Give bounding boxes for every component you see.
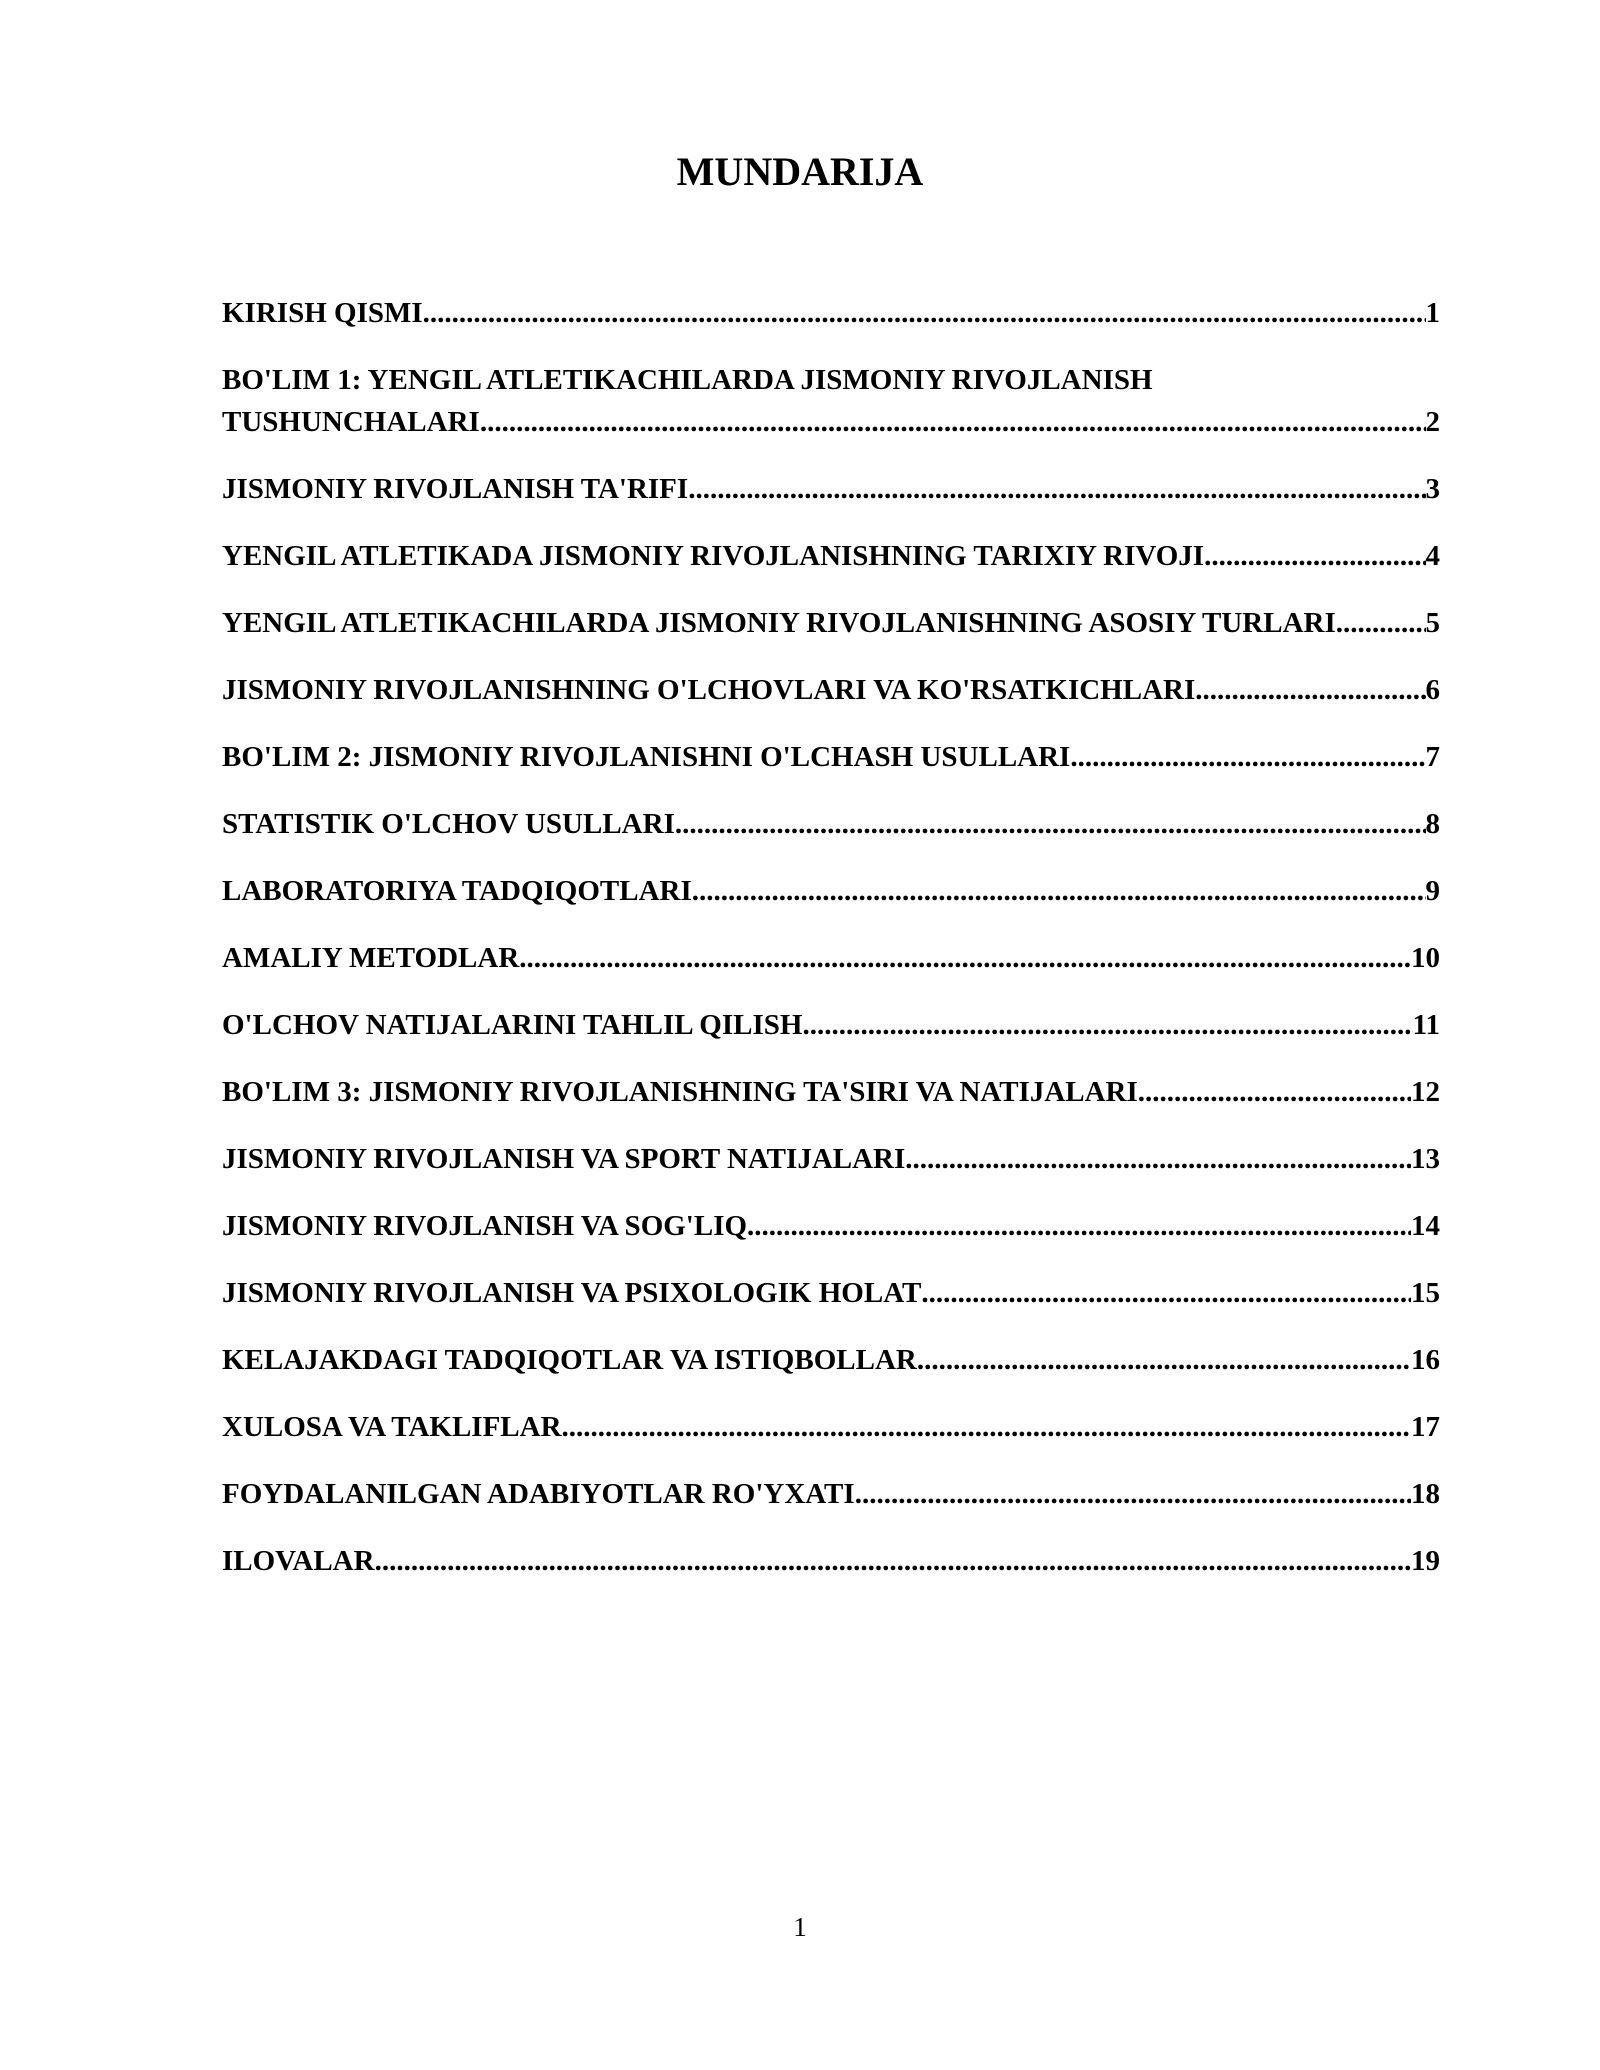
toc-entry-page: 19	[1411, 1545, 1440, 1577]
toc-entry-page: 2	[1425, 406, 1440, 438]
toc-entry[interactable]	[222, 1339, 1440, 1381]
toc-entry[interactable]	[222, 803, 1440, 845]
toc-dot-leader	[423, 292, 1426, 334]
toc-entry-page: 5	[1425, 607, 1440, 639]
toc-entry[interactable]	[222, 1272, 1440, 1314]
toc-entry-title: BO'LIM 2: JISMONIY RIVOJLANISHNI O'LCHASH USULLARI	[222, 741, 1071, 773]
toc-entry[interactable]	[222, 292, 1440, 334]
toc-entry-page: 9	[1425, 875, 1440, 907]
toc-dot-leader	[1336, 602, 1426, 644]
toc-entry-title: LABORATORIYA TADQIQOTLARI	[222, 875, 692, 907]
toc-entry-page: 11	[1412, 1009, 1440, 1041]
toc-dot-leader	[1070, 736, 1425, 778]
toc-entry[interactable]	[222, 937, 1440, 979]
toc-entry-title: JISMONIY RIVOJLANISH VA SPORT NATIJALARI	[222, 1143, 906, 1175]
toc-entry-title: KELAJAKDAGI TADQIQOTLAR VA ISTIQBOLLAR	[222, 1344, 917, 1376]
page-title: MUNDARIJA	[676, 149, 924, 194]
toc-entry-page: 13	[1411, 1143, 1440, 1175]
toc-entry[interactable]	[222, 1205, 1440, 1247]
toc-entry[interactable]	[222, 1540, 1440, 1582]
toc-dot-leader	[562, 1406, 1411, 1448]
toc-entry-page: 3	[1425, 473, 1440, 505]
toc-entry-page: 16	[1411, 1344, 1440, 1376]
toc-entry[interactable]	[222, 1004, 1440, 1046]
toc-dot-leader	[1204, 535, 1425, 577]
toc-dot-leader	[1138, 1071, 1411, 1113]
toc-entry[interactable]	[222, 1473, 1440, 1515]
toc-entry-page: 8	[1425, 808, 1440, 840]
toc-entry-title: TUSHUNCHALARI	[222, 406, 480, 438]
toc-entry-page: 4	[1425, 540, 1440, 572]
toc-dot-leader	[905, 1138, 1411, 1180]
toc-entry[interactable]	[222, 1406, 1440, 1448]
toc-entry-page: 7	[1425, 741, 1440, 773]
toc-entry-page: 10	[1411, 942, 1440, 974]
toc-entry-title: AMALIY METODLAR	[222, 942, 520, 974]
toc-entry-title: ILOVALAR	[222, 1545, 375, 1577]
toc-dot-leader	[747, 1205, 1411, 1247]
toc-dot-leader	[1195, 669, 1425, 711]
toc-dot-leader	[480, 401, 1426, 443]
toc-entry-title: JISMONIY RIVOJLANISH VA PSIXOLOGIK HOLAT	[222, 1277, 922, 1309]
toc-entry-title: O'LCHOV NATIJALARINI TAHLIL QILISH	[222, 1009, 803, 1041]
toc-dot-leader	[688, 468, 1425, 510]
toc-entry-title: XULOSA VA TAKLIFLAR	[222, 1411, 562, 1443]
toc-entry-title: KIRISH QISMI	[222, 297, 423, 329]
toc-entry-title: FOYDALANILGAN ADABIYOTLAR RO'YXATI	[222, 1478, 855, 1510]
toc-entry[interactable]	[222, 1138, 1440, 1180]
toc-entry-title-line1: BO'LIM 1: YENGIL ATLETIKACHILARDA JISMONIY RIVOJLANISH	[222, 364, 1153, 396]
toc-entry-title: BO'LIM 3: JISMONIY RIVOJLANISHNING TA'SIRI VA NATIJALARI	[222, 1076, 1138, 1108]
toc-dot-leader	[375, 1540, 1411, 1582]
toc-entry[interactable]	[222, 602, 1440, 644]
toc-entry[interactable]	[222, 1071, 1440, 1113]
toc-entry[interactable]	[222, 736, 1440, 778]
toc-entry-page: 15	[1411, 1277, 1440, 1309]
toc-entry-page: 1	[1425, 297, 1440, 329]
toc-entry-page: 12	[1411, 1076, 1440, 1108]
toc-dot-leader	[921, 1272, 1411, 1314]
toc-entry[interactable]	[222, 535, 1440, 577]
toc-dot-leader	[855, 1473, 1411, 1515]
toc-dot-leader	[675, 803, 1426, 845]
toc-entry-title: YENGIL ATLETIKADA JISMONIY RIVOJLANISHNING TARIXIY RIVOJI	[222, 540, 1205, 572]
toc-entry-title: JISMONIY RIVOJLANISH TA'RIFI	[222, 473, 689, 505]
toc-entry[interactable]	[222, 468, 1440, 510]
toc-entry-page: 18	[1411, 1478, 1440, 1510]
toc-entry-page: 6	[1425, 674, 1440, 706]
toc-dot-leader	[802, 1004, 1412, 1046]
toc-dot-leader	[519, 937, 1411, 979]
toc-entry[interactable]	[222, 870, 1440, 912]
page-number: 1	[793, 1912, 807, 1942]
toc-entry-title: YENGIL ATLETIKACHILARDA JISMONIY RIVOJLANISHNING ASOSIY TURLARI	[222, 607, 1336, 639]
toc-entry-page: 17	[1411, 1411, 1440, 1443]
toc-entry-page: 14	[1411, 1210, 1440, 1242]
toc-dot-leader	[692, 870, 1426, 912]
toc-entry[interactable]	[222, 359, 1440, 443]
toc-entry[interactable]	[222, 669, 1440, 711]
toc-entry-title: STATISTIK O'LCHOV USULLARI	[222, 808, 675, 840]
toc-entry-title: JISMONIY RIVOJLANISH VA SOG'LIQ	[222, 1210, 748, 1242]
toc-entry-title: JISMONIY RIVOJLANISHNING O'LCHOVLARI VA KO'RSATKICHLARI	[222, 674, 1196, 706]
table-of-contents	[222, 292, 1440, 1607]
toc-dot-leader	[917, 1339, 1411, 1381]
